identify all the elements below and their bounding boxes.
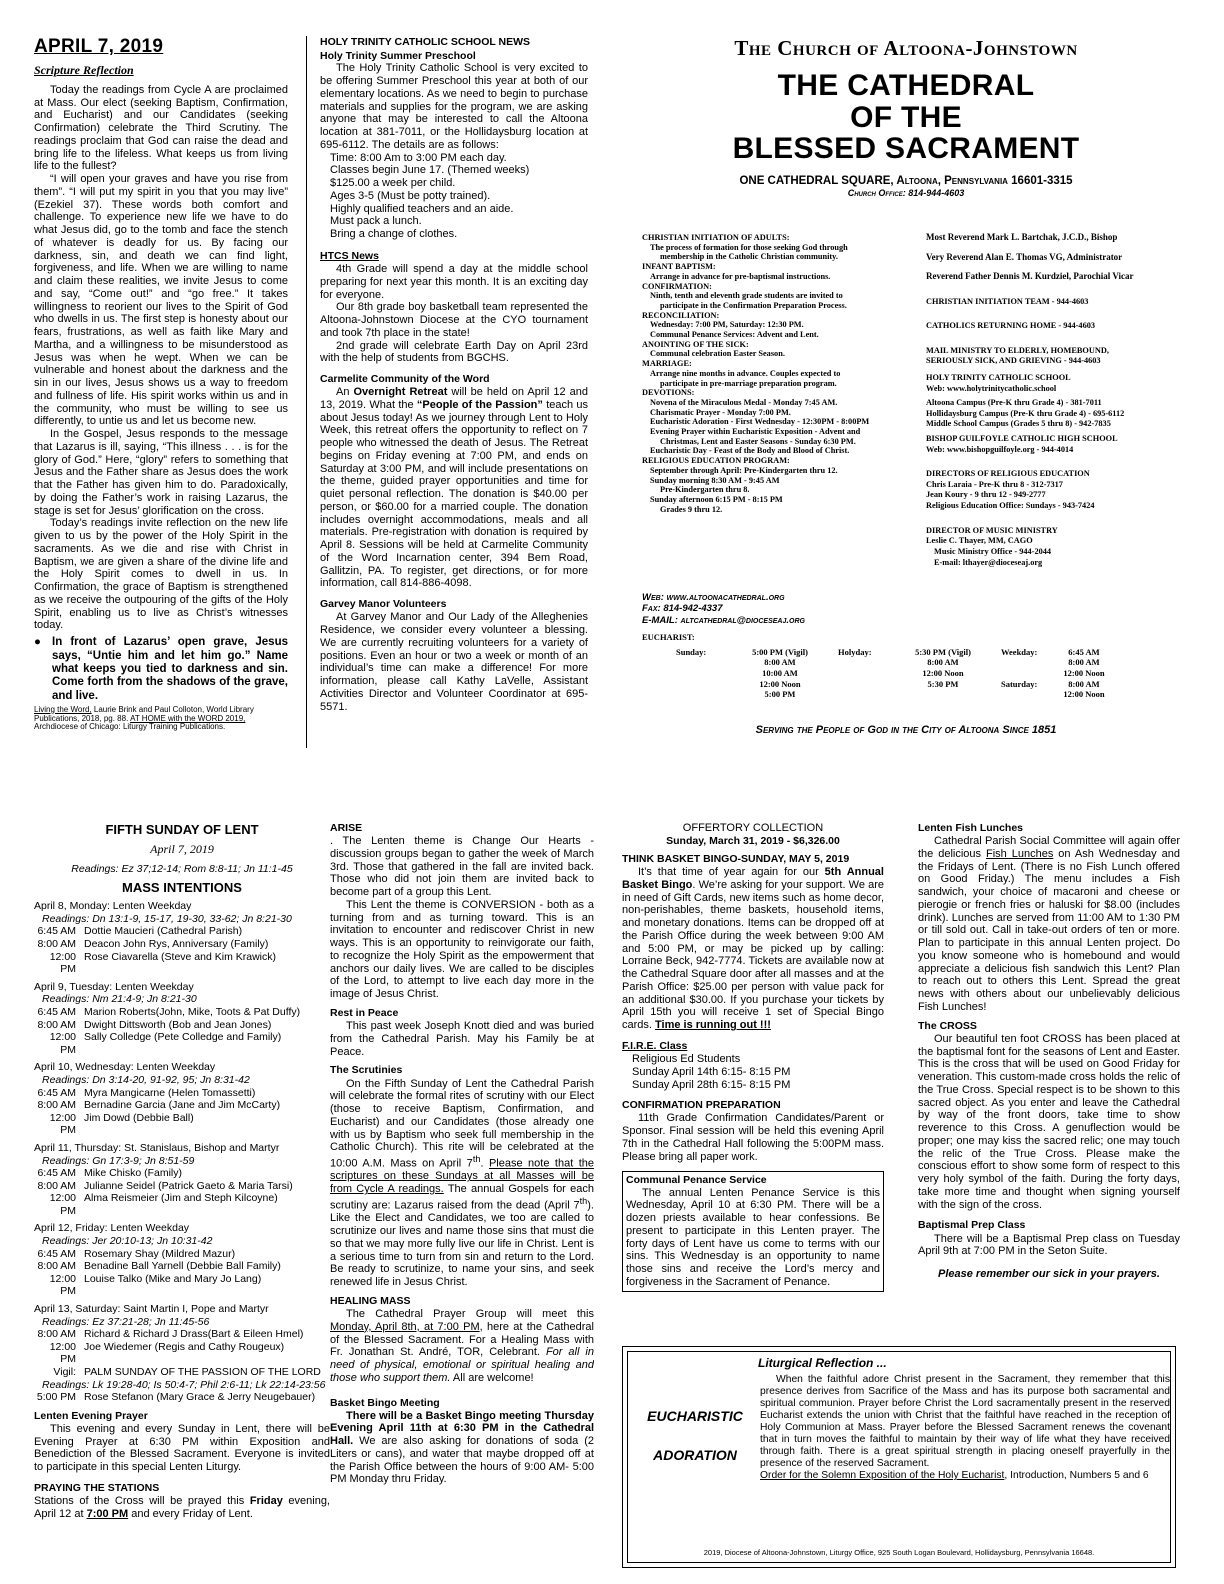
mass-intention: Richard & Richard J Drass(Bart & Eileen Hmel) [84, 1328, 304, 1341]
preschool-heading: Holy Trinity Summer Preschool [320, 50, 476, 63]
text: ). Like the Elect and Candidates, we too are called to scrutinize our lives and name those sins that must die so that we may more fully live our life in Christ. Lent is a serious time to turn from sin and return to the Lord. Be ready to scrutinize, to name your sins, and seek renewed life in Jesus Christ. [330, 1199, 594, 1289]
service-heading: INFANT BAPTISM: [642, 262, 716, 272]
text: The annual Gospels for each scrutiny are: Lazarus raised from the dead (April 7 [330, 1183, 594, 1212]
mass-row [34, 1341, 330, 1366]
cross-paragraph: Our beautiful ten foot CROSS has been placed at the baptismal font for the seasons of Lent and Easter. This is the cross that will be used on Good Friday for veneration. This custom-made cross holds the relic of the True Cross. Special respect is to be shown to this sacred object. As you enter and leave the Cathedral by way of the front doors, take time to show reverence to this Cross. A genuflection would be proper; one may kiss the sacred relic; one may touch the relic of the True Cross. Please make the conscious effort to show some form of respect to this very holy symbol of the faith. During the forty days, take more time and thought when signing yourself with the sign of the cross. [918, 1032, 1180, 1211]
scrutinies-paragraph [330, 1078, 594, 1289]
mass-time: Vigil: [53, 1366, 76, 1379]
offertory-column [622, 822, 884, 1342]
stations-paragraph [34, 1495, 330, 1521]
text: On the Fifth Sunday of Lent the Cathedral Parish will celebrate the formal rites of scrutiny with our Elect (those to receive Baptism, Confirmation, and Eucharist) and our Candidates (those already one with us by Baptism who seek full membership in the Catholic Church). This rite will be celebrated at the 10:00 A.M. Mass on April 7 [330, 1077, 594, 1170]
healing-mass-paragraph [330, 1308, 594, 1385]
mass-intention: Mike Chisko (Family) [84, 1167, 183, 1180]
church-office-phone: Church Office: 814-944-4603 [847, 188, 965, 199]
mass-row [34, 1167, 330, 1180]
baptismal-heading: Baptismal Prep Class [918, 1219, 1026, 1232]
service-detail: Grades 9 thru 12. [660, 504, 723, 514]
mass-intentions-title: MASS INTENTIONS [122, 880, 242, 896]
retreat-name: Overnight Retreat [353, 386, 448, 399]
scripture-paragraph: Today the readings from Cycle A are proclaimed at Mass. Our elect (seeking Baptism, Confirmation, and Eucharist) and our Candidates (seeking Confirmation) celebrate the Third Scrutiny. The readings proclaim that God can raise the dead and bring life to the lifeless. What keeps us from living life to the fullest? [34, 83, 288, 173]
preschool-detail: Bring a change of clothes. [330, 228, 458, 241]
service-detail: Arrange nine months in advance. Couples expected to [650, 368, 841, 378]
mass-day [34, 981, 330, 1057]
rest-in-peace-heading: Rest in Peace [330, 1006, 399, 1019]
carmelite-heading: Carmelite Community of the Word [320, 373, 490, 386]
weekday-time: 8:00 AM [1068, 657, 1100, 668]
weekday-times [1049, 647, 1119, 700]
mass-intention: Rosemary Shay (Mildred Mazur) [84, 1247, 236, 1260]
offertory-amount: Sunday, March 31, 2019 - $6,326.00 [666, 834, 840, 847]
htcs-paragraph: 4th Grade will spend a day at the middle school preparing for next year this month. It is an exciting day for everyone. [320, 263, 588, 301]
text: , here at the Cathedral of the Blessed Sacrament. For a Healing Mass with Fr. Jonathan St. André, TOR, Celebrant. [330, 1320, 594, 1359]
service-detail: Eucharistic Day - Feast of the Body and Blood of Christ. [650, 446, 850, 456]
cathedral-title-line: OF THE [850, 100, 962, 134]
fifth-sunday-title: FIFTH SUNDAY OF LENT [105, 822, 259, 837]
mass-intention: Joe Wiedemer (Regis and Cathy Rougeux) [84, 1340, 285, 1353]
penance-box [622, 1171, 884, 1291]
garvey-paragraph: At Garvey Manor and Our Lady of the Alleghenies Residence, we consider every volunteer a blessing. We are currently recruiting volunteers for a variety of positions. Even an hour or two a week or month of an individual’s time can make a difference! For more information, please call Kathy LaVelle, Assistant Activities Director and Volunteer Coordinator at 695-5571. [320, 611, 588, 713]
scripture-column [34, 36, 288, 746]
fire-line: Religious Ed Students [632, 1053, 741, 1066]
citation [34, 706, 288, 732]
mass-row [34, 1273, 330, 1298]
basket-bingo-heading: Basket Bingo Meeting [330, 1396, 440, 1409]
mass-row [34, 925, 330, 938]
mass-day [34, 1061, 330, 1137]
fifth-sunday-readings: Readings: Ez 37;12-14; Rom 8:8-11; Jn 11:1-45 [71, 862, 293, 875]
text: . We’re asking for your support. We are in need of Gift Cards, new items such as home decor, non-perishables, theme baskets, household items, and monetary donations. Items can be dropped off at the Parish Office during the week between 9:00 AM and 5:00 PM, or may be picked up by calling: Lorraine Beck, 942-7774. Tickets are available now at the Cathedral Square door after all masses and at the Parish Office: $25.00 per person with value pack for an additional $30.00. If you purchase your tickets by April 15th you will receive 1 set of Special Bingo cards. [622, 878, 884, 1032]
mass-day-readings: Readings: Nm 21:4-9; Jn 8:21-30 [42, 993, 197, 1006]
text: Cathedral Parish Social Committee will again offer the delicious [918, 835, 1180, 860]
mass-row [34, 1031, 330, 1056]
service-detail: Evening Prayer within Eucharistic Exposition - Advent and [650, 427, 861, 437]
vigil-block [34, 1379, 330, 1404]
mass-time: 5:00 PM [36, 1391, 76, 1404]
mass-time: 8:00 AM [37, 1179, 76, 1192]
dre-contact: Jean Koury - 9 thru 12 - 949-2777 [926, 490, 1046, 500]
mass-intention: Dottie Maucieri (Cathedral Parish) [84, 925, 243, 938]
holyday-time: 12:00 Noon [922, 668, 964, 679]
htcs-campus: Middle School Campus (Grades 5 thru 8) - 942-7835 [926, 419, 1111, 429]
dre-heading: DIRECTORS OF RELIGIOUS EDUCATION [926, 469, 1090, 479]
service-detail: September through April: Pre-Kindergarten thru 12. [650, 465, 838, 475]
contact-mail-ministry: MAIL MINISTRY TO ELDERLY, HOMEBOUND, [926, 345, 1109, 355]
services-info [642, 233, 922, 578]
weekday-time: 6:45 AM [1068, 646, 1100, 657]
scripture-paragraph: “I will open your graves and have you rise from them”. “I will put my spirit in you that you may live” (Ezekiel 37). These words both comfort and challenge. To experience new life we have to do what Jesus did, go to the tomb and face the stench of whatever is deadly for us. By facing our darkness, sin, and death we can find light, forgiveness, and life. When we are willing to name and claim these realities, we invite Jesus to come and say, “Come out!” and “go free.” It takes willingness to reorient our lives to the Spirit of God who dwells in us. The first step is honesty about our fears, frustrations, as well as faith like Mary and Martha, and a willingness to be misunderstood as Jesus was when he wept. When we can be vulnerable and honest about the darkness and the sin in our lives, Jesus shows us a way to freedom and fullness of life. His spirit works within us and in the community, who must be willing to see us differently, to untie us and let us become new. [34, 173, 288, 428]
text: We are also asking for donations of soda (2 Liters or cans), and water that maybe dropped off at the Parish Office between the hours of 9:00 AM- 5:00 PM Monday thru Friday. [330, 1435, 594, 1486]
fish-paragraph [918, 835, 1180, 1014]
clergy-administrator: Very Reverend Alan E. Thomas VG, Administrator [926, 251, 1123, 262]
text: and every Friday of Lent. [128, 1507, 253, 1520]
mass-time: 8:00 AM [37, 1260, 76, 1273]
mass-row [34, 1260, 330, 1273]
service-detail: Arrange in advance for pre-baptismal instructions. [650, 271, 831, 281]
retreat-theme: “People of the Passion” [416, 398, 543, 411]
penance-paragraph: The annual Lenten Penance Service is this Wednesday, April 10 at 6:30 PM. There will be a dozen priests available to hear confessions. Be present to participate in this Lenten prayer. The forty days of Lent have us come to terms with our sins. This Wednesday is an opportunity to name those sins and receive the Lord’s mercy and forgiveness in the Sacrament of Penance. [626, 1186, 880, 1288]
service-detail: Sunday afternoon 6:15 PM - 8:15 PM [650, 494, 783, 504]
service-heading: CONFIRMATION: [642, 281, 712, 291]
evening-prayer-paragraph: This evening and every Sunday in Lent, there will be Evening Prayer at 6:30 PM within Exposition and Benediction of the Blessed Sacrament. Everyone is invited to participate in this special Lenten Liturgy. [34, 1422, 330, 1474]
scripture-paragraph: Today’s readings invite reflection on the new life given to us by the power of the Holy Spirit in the sacraments. As we die and rise with Christ in Baptism, we are given a share of the divine life and the Holy Spirit comes to dwell in us. In Confirmation, the grace of Baptism is strengthened as we receive the outpouring of the gifts of the Holy Spirit, enabling us to live as Christ’s witnesses today. [34, 517, 288, 632]
school-news-heading: HOLY TRINITY CATHOLIC SCHOOL NEWS [320, 36, 531, 48]
service-heading: RECONCILIATION: [642, 310, 720, 320]
mass-time: 8:00 AM [37, 1018, 76, 1031]
text: will be held on April 12 and 13, 2019. What the [320, 386, 588, 411]
sunday-time: 5:00 PM [764, 689, 796, 700]
htcs-website[interactable]: Web: www.holytrinitycatholic.school [926, 383, 1057, 393]
mass-time: 8:00 AM [37, 938, 76, 951]
fish-lunches-link: Fish Lunches [986, 847, 1054, 860]
saturday-time: 12:00 Noon [1063, 689, 1105, 700]
holyday-time: 5:30 PM (Vigil) [915, 646, 971, 657]
service-detail: Communal Penance Services: Advent and Lent. [650, 330, 819, 340]
sunday-times [726, 647, 834, 700]
preschool-detail: $125.00 a week per child. [330, 177, 456, 190]
mass-intention: Jim Dowd (Debbie Ball) [84, 1111, 194, 1124]
liturgical-reflection-inner [627, 1351, 1171, 1563]
service-heading: DEVOTIONS: [642, 388, 695, 398]
mass-intention: Julianne Seidel (Patrick Gaeto & Maria Tarsi) [84, 1179, 293, 1192]
mass-row [34, 1180, 330, 1193]
holyday-time: 5:30 PM [927, 678, 959, 689]
music-director: Leslie C. Thayer, MM, CAGO [926, 536, 1033, 546]
holyday-label: Holyday: [838, 646, 872, 657]
mass-day [34, 1142, 330, 1218]
reflection-paragraph [760, 1374, 1170, 1482]
service-heading: CHRISTIAN INITIATION OF ADULTS: [642, 233, 790, 242]
baptismal-paragraph: There will be a Baptismal Prep class on Tuesday April 9th at 7:00 PM in the Seton Suite. [918, 1232, 1180, 1258]
preschool-detail: Time: 8:00 Am to 3:00 PM each day. [330, 151, 507, 164]
music-email[interactable]: E-mail: lthayer@dioceseaj.org [934, 557, 1043, 567]
reflection-bullet: ● In front of Lazarus’ open grave, Jesus says, “Untie him and let him go.” Name what keeps you tied to darkness and sin. Come forth from the shadows of the grave, and live. [34, 636, 288, 703]
mass-day [34, 900, 330, 976]
citation-text-2: Archdiocese of Chicago: Liturgy Training Publications. [34, 722, 226, 732]
text-bold: 5th Annual Basket Bingo [622, 866, 884, 891]
serving-tagline: Serving the People of God in the City of Altoona Since 1851 [755, 724, 1057, 736]
service-detail: Wednesday: 7:00 PM, Saturday: 12:30 PM. [650, 320, 804, 330]
offertory-heading: OFFERTORY COLLECTION [682, 822, 824, 834]
preschool-detail: Classes begin June 17. (Themed weeks) [330, 164, 530, 177]
mass-day-heading: April 12, Friday: Lenten Weekday [34, 1222, 190, 1235]
masthead [612, 36, 1200, 216]
text: . [480, 1157, 489, 1170]
preschool-detail: Highly qualified teachers and an aide. [330, 202, 514, 215]
church-address: ONE CATHEDRAL SQUARE, Altoona, Pennsylvania 16601-3315 [739, 174, 1073, 187]
sunday-label: Sunday: [676, 646, 707, 657]
mass-row [34, 938, 330, 951]
fish-cross-column [918, 822, 1180, 1342]
mass-day-readings: Readings: Ez 37:21-28; Jn 11:45-56 [42, 1315, 210, 1328]
reflection-footer: 2019, Diocese of Altoona-Johnstown, Liturgy Office, 925 South Logan Boulevard, Hollidaysburg, Pennsylvania 16648. [703, 1548, 1095, 1558]
mass-time: 12:00 PM [49, 1111, 76, 1137]
bulletin-date: APRIL 7, 2019 [34, 36, 164, 57]
reflection-side-label: EUCHARISTIC [647, 1408, 743, 1424]
saturday-label: Saturday: [1001, 678, 1038, 689]
reflection-text: When the faithful adore Christ present in the Sacrament, they remember that this presence derives from Sacrifice of the Mass and has its purpose both sacramental and spiritual communion. Prayer before Christ the Lord sacramentally present in the reserved Eucharist extends the union with Christ that the faithful have reached in the reception of Holy Communion at Mass. Prayer before the Blessed Sacrament renews the covenant that in turn moves the faithful to maintain by their way of life what they have received through faith. There is a great spiritual strength in placing oneself prayerfully in the presence of the reserved Sacrament. [760, 1374, 1170, 1470]
htcs-contact-heading: HOLY TRINITY CATHOLIC SCHOOL [926, 372, 1071, 382]
rest-in-peace-paragraph: This past week Joseph Knott died and was buried from the Cathedral Parish. May his Family be at Peace. [330, 1020, 594, 1058]
email-link[interactable]: E-MAIL: altcathedral@dioceseaj.org [642, 614, 805, 626]
mass-time: 6:45 AM [37, 1086, 76, 1099]
clergy-vicar: Reverend Father Dennis M. Kurdziel, Parochial Vicar [926, 271, 1134, 282]
liturgical-reflection-box [622, 1346, 1176, 1568]
service-detail: Sunday morning 8:30 AM - 9:45 AM [650, 475, 780, 485]
mass-time: 8:00 AM [37, 1099, 76, 1112]
mass-day-heading: April 13, Saturday: Saint Martin I, Pope and Martyr [34, 1303, 269, 1316]
mass-time: 6:45 AM [37, 1005, 76, 1018]
fire-schedule [622, 1053, 884, 1091]
garvey-heading: Garvey Manor Volunteers [320, 598, 447, 611]
sunday-time: 12:00 Noon [759, 678, 801, 689]
mass-time: 6:45 AM [37, 1167, 76, 1180]
reflection-side-label: ADORATION [653, 1447, 737, 1463]
mass-day-readings: Readings: Jer 20:10-13; Jn 10:31-42 [42, 1235, 213, 1248]
mass-time: 12:00 PM [49, 1192, 76, 1217]
confirmation-paragraph: 11th Grade Confirmation Candidates/Parent or Sponsor. Final session will be held this evening April 7th in the Cathedral Hall following the 5:00PM mass. Please bring all paper work. [622, 1112, 884, 1163]
confirmation-heading: CONFIRMATION PREPARATION [622, 1099, 781, 1112]
weekday-label [997, 647, 1049, 700]
mass-time: 6:45 AM [37, 1247, 76, 1260]
cathedral-title-line: BLESSED SACRAMENT [732, 132, 1080, 166]
mass-row [34, 1087, 330, 1100]
mass-intention: Myra Mangicarne (Helen Tomassetti) [84, 1086, 256, 1099]
citation-title: Living the Word, [34, 704, 92, 714]
htcs-campus: Altoona Campus (Pre-K thru Grade 4) - 381-7011 [926, 398, 1102, 408]
bg-heading: BISHOP GUILFOYLE CATHOLIC HIGH SCHOOL [926, 434, 1118, 444]
preschool-paragraph: The Holy Trinity Catholic School is very excited to be offering Summer Preschool this year at both of our elementary locations. As we need to begin to purchase materials and supplies for the program, we are asking anyone that may be interested to call the Altoona location at 381-7011, or the Hollidaysburg location at 695-6112. The details are as follows: [320, 62, 588, 151]
text: evening, April 12 at [34, 1495, 330, 1520]
text-italic: For all in need of physical, emotional or spiritual healing and those who support them. [330, 1346, 594, 1384]
mass-row [34, 1366, 330, 1379]
preschool-detail: Must pack a lunch. [330, 215, 422, 228]
weekday-label-text: Weekday: [1001, 646, 1038, 657]
mass-intention: Dwight Dittsworth (Bob and Jean Jones) [84, 1018, 272, 1031]
mass-row [34, 951, 330, 976]
sunday-time: 8:00 AM [764, 657, 796, 668]
reflection-source: Order for the Solemn Exposition of the Holy Eucharist [760, 1470, 1005, 1482]
service-detail: Novena of the Miraculous Medal - Monday 7:45 AM. [650, 397, 838, 407]
citation-title-2: AT HOME with the WORD 2019, [130, 713, 246, 723]
cycle-note: Please note that the scriptures on these Sundays at all Masses will be from Cycle A readings. [330, 1157, 594, 1196]
service-detail: The process of formation for those seeking God through [650, 242, 848, 252]
stations-heading: PRAYING THE STATIONS [34, 1481, 160, 1494]
service-heading: RELIGIOUS EDUCATION PROGRAM: [642, 456, 790, 466]
mass-day-readings: Readings: Gn 17:3-9; Jn 8:51-59 [42, 1154, 195, 1167]
reflection-source-detail: , Introduction, Numbers 5 and 6 [1004, 1470, 1149, 1482]
mass-row [34, 1112, 330, 1137]
scripture-paragraph: In the Gospel, Jesus responds to the message that Lazarus is ill, saying, “This illness . . . is for the glory of God.” Here, “glory” refers to something that Jesus and the Father share as Jesus does the work that the Father has given him to do. Paradoxically, by doing the Father’s work in raising Lazarus, the stage is set for Jesus’ glorification on the cross. [34, 428, 288, 517]
service-heading: MARRIAGE: [642, 359, 692, 369]
text: teach us about Jesus today! As we journey through Lent to Holy Week, this retreat offers the opportunity to reflect on 7 people who witnessed the death of Jesus. The Retreat begins on Friday evening at 7:00 PM, and ends on Saturday at 3:00 PM, and will include presentations on the theme, guided prayer opportunities and time for quiet personal reflection. The donation is $40.00 per person, or $60.00 for a married couple. The donation includes overnight accommodations, meals and all materials. Pre-registration with donation is required by April 8. Sessions will be held at Carmelite Community of the Word Incarnation center, 394 Bem Road, Gallitzin, PA. To register, get directions, or for more information, call 814-886-4098. [320, 398, 588, 590]
contact-returning-home: CATHOLICS RETURNING HOME - 944-4603 [926, 321, 1096, 331]
mass-day-heading: April 9, Tuesday: Lenten Weekday [34, 980, 194, 993]
text: All are welcome! [450, 1371, 534, 1384]
htcs-paragraph: Our 8th grade boy basketball team represented the Altoona-Johnstown Diocese at the CYO tournament and took 7th place in the state! [320, 301, 588, 339]
mass-intention: Marion Roberts(John, Mike, Toots & Pat Duffy) [84, 1005, 301, 1018]
fax-number: Fax: 814-942-4337 [642, 603, 723, 615]
text-bold: There will be a Basket Bingo meeting Thursday Evening April 11th at 6:30 PM in the Cathedral Hall. [330, 1409, 594, 1448]
cross-heading: The CROSS [918, 1019, 977, 1032]
mass-intentions-column [34, 822, 330, 1574]
bingo-urgency: Time is running out !!! [655, 1019, 771, 1032]
sick-prayer-note: Please remember our sick in your prayers. [938, 1268, 1160, 1281]
fish-heading: Lenten Fish Lunches [918, 822, 1024, 834]
mass-row [34, 1099, 330, 1112]
fire-line: Sunday April 14th 6:15- 8:15 PM [632, 1065, 791, 1078]
mass-day-readings: Readings: Dn 3:14-20, 91-92, 95; Jn 8:31-42 [42, 1073, 250, 1086]
arise-paragraph: . The Lenten theme is Change Our Hearts - discussion groups began to gather the week of March 3rd. Those that gathered in the fall are invited back. Those who did not join them are invited back to become part of a group this Lent. [330, 835, 594, 899]
mass-intention: Louise Talko (Mike and Mary Jo Lang) [84, 1272, 262, 1285]
preschool-detail: Ages 3-5 (Must be potty trained). [330, 189, 491, 202]
weekday-time: 12:00 Noon [1063, 668, 1105, 679]
htcs-heading: HTCS News [320, 249, 379, 262]
bg-website[interactable]: Web: www.bishopguilfoyle.org - 944-4014 [926, 444, 1074, 454]
htcs-paragraph: 2nd grade will celebrate Earth Day on April 23rd with the help of students from BGCHS. [320, 339, 588, 365]
saturday-time: 8:00 AM [1068, 678, 1100, 689]
music-heading: DIRECTOR OF MUSIC MINISTRY [926, 525, 1058, 535]
mass-time: 12:00 PM [49, 1031, 76, 1056]
reflection-bullets [34, 636, 288, 703]
contact-initiation-team: CHRISTIAN INITIATION TEAM - 944-4603 [926, 296, 1089, 306]
holyday-time: 8:00 AM [927, 657, 959, 668]
text: on Ash Wednesday and the Fridays of Lent. (There is no Fish Lunch offered on Good Friday.) The menu includes a Fish sandwich, your choice of macaroni and cheese or pierogie or french fries or haluski for $8.00 (includes drink). Lunches are served from 11:00 AM to 1:30 PM or till sold out. Call in take-out orders of ten or more. Plan to participate in this annual Lenten project. Do you know someone who is homebound and would appreciate a delicious fish sandwich this Lent? Plan to reach out to others this Lent. Spread the great news with others about our unbelievably delicious Fish Lunches! [918, 847, 1180, 1013]
mass-time: 6:45 AM [37, 925, 76, 938]
text: An [336, 386, 354, 399]
service-detail: membership in the Catholic Christian community. [660, 252, 838, 262]
carmelite-paragraph [320, 386, 588, 590]
healing-mass-date: Monday, April 8th, at 7:00 PM [330, 1320, 480, 1333]
superscript: th [579, 1195, 588, 1206]
preschool-details [320, 152, 588, 241]
htcs-campus: Hollidaysburg Campus (Pre-K thru Grade 4) - 695-6112 [926, 408, 1125, 418]
mass-day-heading: April 11, Thursday: St. Stanislaus, Bishop and Martyr [34, 1141, 280, 1154]
service-detail: Charismatic Prayer - Monday 7:00 PM. [650, 407, 791, 417]
service-detail: participate in the Confirmation Preparation Process. [660, 300, 847, 310]
service-detail: Communal celebration Easter Season. [650, 349, 785, 359]
arise-heading: ARISE [330, 822, 363, 834]
healing-mass-heading: HEALING MASS [330, 1294, 411, 1307]
eucharist-table [672, 647, 1119, 700]
mass-intention: Benadine Ball Yarnell (Debbie Ball Family) [84, 1260, 281, 1273]
contact-mail-ministry: SERIOUSLY SICK, AND GRIEVING - 944-4603 [926, 356, 1101, 366]
mass-row [34, 1391, 330, 1404]
service-detail: Pre-Kindergarten thru 8. [660, 485, 750, 495]
service-detail: Eucharistic Adoration - First Wednesday - 12:30PM - 8:00PM [650, 417, 870, 427]
mass-row [34, 1006, 330, 1019]
sunday-time: 10:00 AM [762, 668, 798, 679]
cathedral-title-line: THE CATHEDRAL [777, 69, 1035, 103]
mass-time: 8:00 AM [37, 1328, 76, 1341]
column-divider [306, 36, 307, 748]
eucharist-label: EUCHARIST: [642, 633, 695, 642]
service-detail: Christmas, Lent and Easter Seasons - Sunday 6:30 PM. [660, 436, 856, 446]
mass-time: 12:00 PM [49, 1272, 76, 1298]
mass-row [34, 1192, 330, 1217]
parish-news-column [330, 822, 594, 1574]
service-heading: ANOINTING OF THE SICK: [642, 339, 749, 349]
superscript: th [472, 1154, 481, 1165]
bingo-heading: THINK BASKET BINGO-SUNDAY, MAY 5, 2019 [622, 852, 850, 865]
fire-line: Sunday April 28th 6:15- 8:15 PM [632, 1078, 791, 1091]
dre-contact: Chris Laraia - Pre-K thru 8 - 312-7317 [926, 479, 1063, 489]
fifth-sunday-date: April 7, 2019 [150, 842, 214, 857]
mass-intention: Rose Stefanon (Mary Grace & Jerry Neugebauer) [84, 1391, 316, 1404]
mass-intention: PALM SUNDAY OF THE PASSION OF THE LORD [84, 1366, 321, 1379]
mass-row [34, 1328, 330, 1341]
penance-heading: Communal Penance Service [626, 1174, 767, 1187]
music-office: Music Ministry Office - 944-2044 [934, 546, 1052, 556]
mass-intention: Alma Reismeier (Jim and Steph Kilcoyne) [84, 1192, 278, 1205]
school-news-column [320, 36, 588, 751]
scrutinies-heading: The Scrutinies [330, 1064, 403, 1077]
mass-row [34, 1248, 330, 1261]
clergy-bishop: Most Reverend Mark L. Bartchak, J.C.D., Bishop [926, 232, 1118, 242]
arise-paragraph: This Lent the theme is CONVERSION - both as a turning from and as turning toward. This is an invitation to encounter and rediscover Christ in new ways. This is an opportunity to reinvigorate our faith, to recognize the Holy Spirit as the empowerment that anchors our daily lives. We are called to be disciples of the Lord, to attempt to live each day more in the image of Jesus Christ. [330, 898, 594, 1001]
clergy-contacts [926, 232, 1192, 632]
mass-intention: Bernadine Garcia (Jane and Jim McCarty) [84, 1099, 281, 1112]
basket-bingo-paragraph [330, 1410, 594, 1487]
eucharist-schedule [642, 633, 1192, 713]
mass-day-heading: April 8, Monday: Lenten Weekday [34, 900, 192, 913]
stations-time: 7:00 PM [86, 1507, 129, 1520]
mass-day-readings: Readings: Dn 13:1-9, 15-17, 19-30, 33-62; Jn 8:21-30 [42, 912, 292, 925]
service-detail: participate in pre-marriage preparation program. [660, 378, 837, 388]
service-detail: Ninth, tenth and eleventh grade students are invited to [650, 291, 843, 301]
vigil-readings: Readings: Lk 19:28-40; Is 50:4-7; Phil 2:6-11; Lk 22:14-23:56 [42, 1378, 326, 1391]
text-bold: Friday [249, 1495, 283, 1508]
text: The Cathedral Prayer Group will meet this [346, 1308, 594, 1320]
website-link[interactable]: Web: www.altoonacathedral.org [642, 592, 785, 603]
holyday-times [889, 647, 997, 700]
text: Stations of the Cross will be prayed this [34, 1495, 250, 1508]
reflection-heading: Liturgical Reflection ... [758, 1356, 887, 1370]
church-name: The Church of Altoona-Johnstown [734, 36, 1078, 60]
evening-prayer-heading: Lenten Evening Prayer [34, 1409, 148, 1422]
mass-row [34, 1019, 330, 1032]
mass-intention: Deacon John Rys, Anniversary (Family) [84, 938, 269, 951]
dre-contact: Religious Education Office: Sundays - 943-7424 [926, 501, 1095, 511]
sunday-time: 5:00 PM (Vigil) [752, 646, 808, 657]
text: It’s that time of year again for our [638, 866, 825, 879]
mass-intention: Sally Colledge (Pete Colledge and Family) [84, 1031, 282, 1044]
citation-text: Laurie Brink and Paul Colloton, World Library Publications, 2018, pg. 88. [34, 704, 254, 723]
web-contact [642, 592, 922, 632]
mass-intention: Rose Ciavarella (Steve and Kim Krawick) [84, 950, 276, 963]
mass-intentions-list [34, 900, 330, 1378]
scripture-reflection-title: Scripture Reflection [34, 63, 134, 78]
mass-day [34, 1303, 330, 1379]
bingo-paragraph [622, 866, 884, 1032]
mass-day [34, 1222, 330, 1298]
fire-heading: F.I.R.E. Class [622, 1039, 688, 1052]
mass-day-heading: April 10, Wednesday: Lenten Weekday [34, 1061, 216, 1074]
mass-time: 12:00 PM [49, 1340, 76, 1366]
mass-time: 12:00 PM [49, 950, 76, 976]
